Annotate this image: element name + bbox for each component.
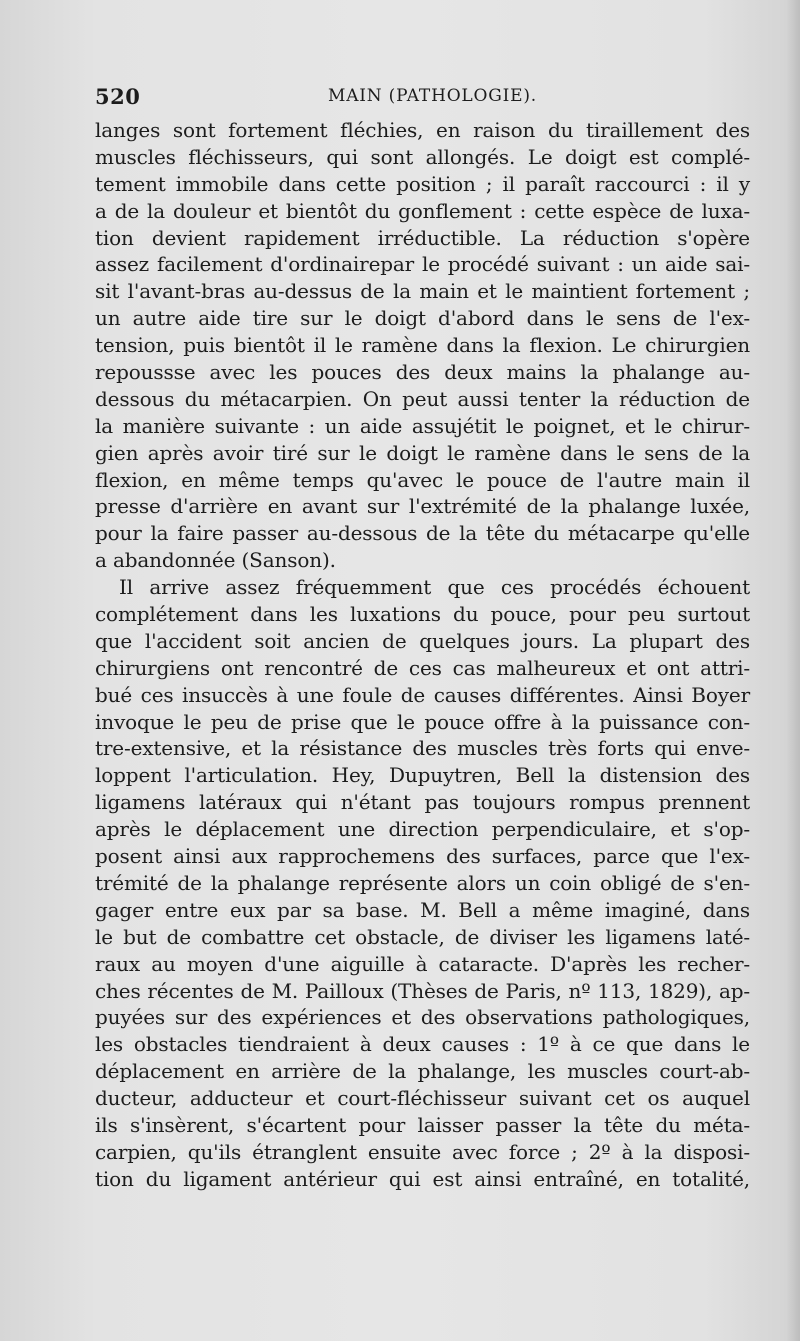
text-line: après le déplacement une direction perpendiculaire, et s'op- (95, 817, 750, 842)
text-line: repoussse avec les pouces des deux mains la phalange au- (95, 360, 750, 385)
text-line: tement immobile dans cette position ; il paraît raccourci : il y (95, 171, 750, 196)
text-line: complétement dans les luxations du pouce, pour peu surtout (95, 602, 750, 627)
text-line: pour la faire passer au-dessous de la tête du métacarpe qu'elle (95, 521, 750, 546)
text-line: tion devient rapidement irréductible. La réduction s'opère (95, 225, 750, 250)
text-line: invoque le peu de prise que le pouce offre à la puissance con- (95, 709, 750, 734)
text-line: chirurgiens ont rencontré de ces cas malheureux et ont attri- (95, 655, 750, 680)
text-line: sit l'avant-bras au-dessus de la main et le maintient fortement ; (95, 279, 750, 304)
text-line: les obstacles tiendraient à deux causes : 1º à ce que dans le (95, 1032, 750, 1057)
text-line: bué ces insuccès à une foule de causes différentes. Ainsi Boyer (95, 682, 750, 707)
text-line: que l'accident soit ancien de quelques jours. La plupart des (95, 628, 750, 653)
text-line: assez facilement d'ordinairepar le procédé suivant : un aide sai- (95, 252, 750, 277)
text-line: trémité de la phalange représente alors un coin obligé de s'en- (95, 870, 750, 895)
text-line: langes sont fortement fléchies, en raison du tiraillement des (95, 118, 750, 142)
text-line: le but de combattre cet obstacle, de diviser les ligamens laté- (95, 924, 750, 949)
text-line: puyées sur des expériences et des observations pathologiques, (95, 1005, 750, 1030)
text-line: ils s'insèrent, s'écartent pour laisser passer la tête du méta- (95, 1112, 750, 1137)
text-line: tre-extensive, et la résistance des muscles très forts qui enve- (95, 736, 750, 761)
text-line: flexion, en même temps qu'avec le pouce de l'autre main il (95, 467, 750, 492)
text-line: ducteur, adducteur et court-fléchisseur suivant cet os auquel (95, 1086, 750, 1111)
text-line: loppent l'articulation. Hey, Dupuytren, Bell la distension des (95, 763, 750, 788)
page-number: 520 (95, 84, 141, 109)
text-line: gien après avoir tiré sur le doigt le ramène dans le sens de la (95, 440, 750, 465)
page-edge-shadow (786, 0, 800, 1341)
text-line: gager entre eux par sa base. M. Bell a même imaginé, dans (95, 897, 750, 922)
text-line: posent ainsi aux rapprochemens des surfaces, parce que l'ex- (95, 844, 750, 869)
text-line: a abandonnée (Sanson). (95, 548, 336, 573)
paragraph-2 (95, 574, 750, 1192)
text-line: la manière suivante : un aide assujétit le poignet, et le chirur- (95, 413, 750, 438)
text-line: dessous du métacarpien. On peut aussi tenter la réduction de (95, 386, 750, 411)
text-line: ches récentes de M. Pailloux (Thèses de Paris, nº 113, 1829), ap- (95, 978, 750, 1003)
text-line: tension, puis bientôt il le ramène dans la flexion. Le chirurgien (95, 333, 750, 358)
running-title: MAIN (PATHOLOGIE). (328, 86, 538, 106)
text-line: presse d'arrière en avant sur l'extrémité de la phalange luxée, (95, 494, 750, 519)
text-line: raux au moyen d'une aiguille à cataracte. D'après les recher- (95, 951, 750, 976)
text-line: déplacement en arrière de la phalange, les muscles court-ab- (95, 1059, 750, 1084)
paragraph-1 (95, 117, 750, 574)
text-line: muscles fléchisseurs, qui sont allongés. Le doigt est complé- (95, 144, 750, 169)
text-line: carpien, qu'ils étranglent ensuite avec force ; 2º à la disposi- (95, 1139, 750, 1164)
text-line: a de la douleur et bientôt du gonflement : cette espèce de luxa- (95, 198, 750, 223)
page-header (95, 84, 750, 114)
text-line: Il arrive assez fréquemment que ces procédés échouent (119, 575, 750, 600)
text-line: tion du ligament antérieur qui est ainsi entraîné, en totalité, (95, 1166, 750, 1191)
text-line: un autre aide tire sur le doigt d'abord dans le sens de l'ex- (95, 306, 750, 331)
body-text (95, 117, 750, 1193)
text-line: ligamens latéraux qui n'étant pas toujours rompus prennent (95, 790, 750, 815)
